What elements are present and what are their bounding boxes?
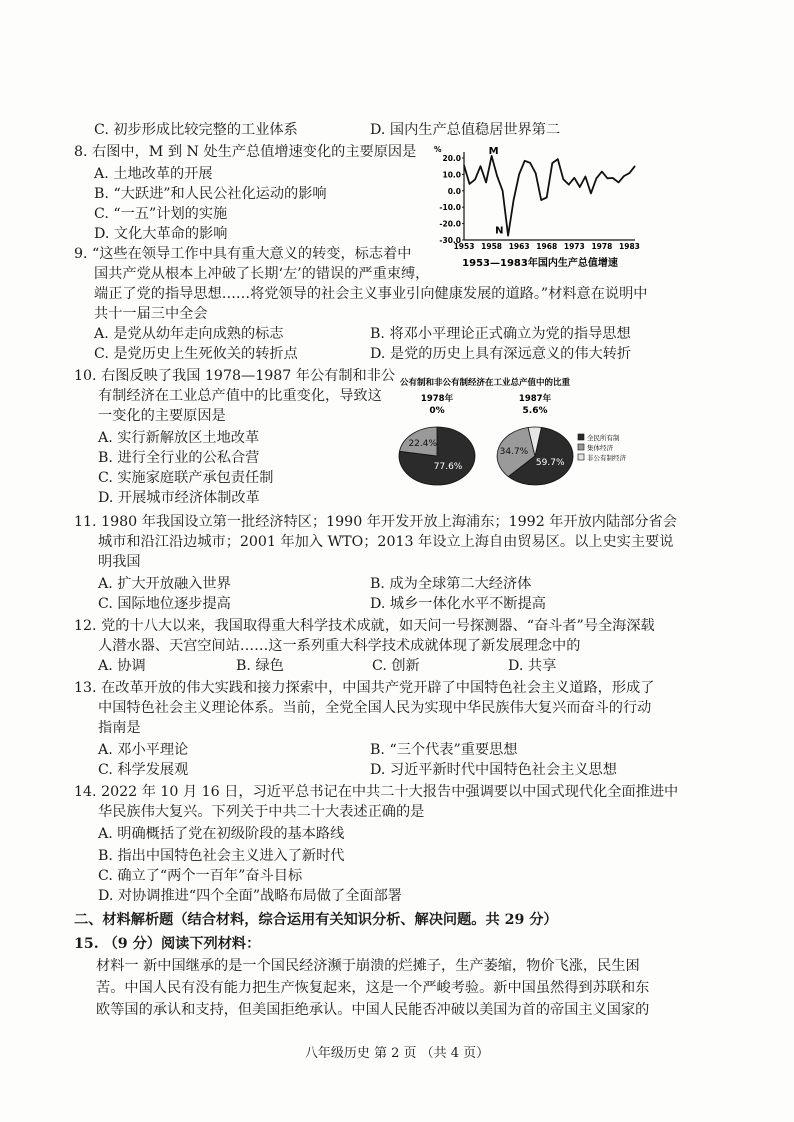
q9-line1: 9. “这些在领导工作中具有重大意义的转变，标志着中 bbox=[74, 246, 412, 262]
q15-material-line2: 苦。中国人民有没有能力把生产恢复起来，这是一个严峻考验。新中国虽然得到苏联和东 bbox=[96, 980, 650, 996]
pie-data-label: 5.6% bbox=[522, 406, 548, 416]
q14-option-b: B. 指出中国特色社会主义进入了新时代 bbox=[98, 848, 345, 864]
q13-option-b: B. “三个代表”重要思想 bbox=[370, 742, 518, 758]
q8-stem: 8. 右图中，M 到 N 处生产总值增速变化的主要原因是 bbox=[74, 144, 417, 160]
q10-option-d: D. 开展城市经济体制改革 bbox=[98, 490, 260, 506]
q9-line2: 国共产党从根本上冲破了长期‘左’的错误的严重束缚， bbox=[94, 266, 430, 282]
legend-swatch bbox=[578, 434, 584, 440]
q11-option-b: B. 成为全球第二大经济体 bbox=[370, 576, 532, 592]
q14-line1: 14. 2022 年 10 月 16 日，习近平总书记在中共二十大报告中强调要以中国式现代化全面推进中 bbox=[74, 784, 679, 800]
y-tick-label: -20.0 bbox=[439, 219, 461, 229]
q11-option-d: D. 城乡一体化水平不断提高 bbox=[370, 596, 546, 612]
q10-line2: 有制经济在工业总产值中的比重变化，导致这 bbox=[98, 388, 382, 404]
q11-line1: 11. 1980 年我国设立第一批经济特区；1990 年开发开放上海浦东；1992 年开放内陆部分省会 bbox=[74, 514, 677, 530]
pie-year-label: 1978年 bbox=[420, 394, 454, 404]
legend-swatch bbox=[578, 454, 584, 460]
annotation-m: M bbox=[488, 145, 499, 157]
x-tick-label: 1973 bbox=[563, 242, 585, 251]
q12-option-c: C. 创新 bbox=[372, 658, 420, 674]
q9-line4: 共十一届三中全会 bbox=[94, 306, 208, 322]
q11-option-a: A. 扩大开放融入世界 bbox=[98, 576, 231, 592]
q13-option-d: D. 习近平新时代中国特色社会主义思想 bbox=[370, 762, 617, 778]
q13-line2: 中国特色社会主义理论体系。当前，全党全国人民为实现中华民族伟大复兴而奋斗的行动 bbox=[98, 700, 652, 716]
page-footer: 八年级历史 第 2 页 （共 4 页） bbox=[304, 1046, 490, 1061]
q12-option-b: B. 绿色 bbox=[236, 658, 284, 674]
y-tick-label: 10.0 bbox=[442, 170, 461, 180]
x-tick-label: 1983 bbox=[619, 242, 640, 251]
pie-data-label: 77.6% bbox=[433, 461, 463, 472]
q10-option-c: C. 实施家庭联产承包责任制 bbox=[98, 470, 274, 486]
x-tick-label: 1968 bbox=[536, 242, 558, 251]
q10-option-b: B. 进行全行业的公私合营 bbox=[98, 450, 260, 466]
q8-option-b: B. “大跃进”和人民公社化运动的影响 bbox=[94, 186, 327, 202]
q13-line1: 13. 在改革开放的伟大实践和接力探索中，中国共产党开辟了中国特色社会主义道路，形成了 bbox=[74, 680, 655, 696]
y-tick-label: -10.0 bbox=[439, 203, 461, 213]
pie-data-label: 34.7% bbox=[499, 447, 529, 458]
q11-line2: 城市和沿江沿边城市；2001 年加入 WTO；2013 年设立上海自由贸易区。以上史实主要说 bbox=[98, 534, 674, 550]
q10-line1: 10. 右图反映了我国 1978—1987 年公有制和非公 bbox=[74, 368, 396, 384]
pie-data-label: 59.7% bbox=[535, 457, 565, 468]
q13-option-a: A. 邓小平理论 bbox=[98, 742, 189, 758]
annotation-n: N bbox=[495, 225, 504, 237]
q8-option-c: C. “一五”计划的实施 bbox=[94, 206, 228, 222]
series-line bbox=[464, 156, 635, 236]
pie-chart-title: 公有制和非公有制经济在工业总产值中的比重 bbox=[400, 378, 571, 388]
q11-option-c: C. 国际地位逐步提高 bbox=[98, 596, 231, 612]
legend-label: 集体经济 bbox=[587, 444, 613, 452]
q15-material-line3: 欧等国的承认和支持，但美国拒绝承认。中国人民能否冲破以美国为首的帝国主义国家的 bbox=[96, 1002, 650, 1018]
q13-line3: 指南是 bbox=[98, 720, 141, 736]
q12-option-d: D. 共享 bbox=[508, 658, 557, 674]
q14-option-d: D. 对协调推进“四个全面”战略布局做了全面部署 bbox=[98, 888, 402, 904]
legend-swatch bbox=[578, 444, 584, 450]
q9-option-b: B. 将邓小平理论正式确立为党的指导思想 bbox=[370, 326, 631, 342]
q8-option-a: A. 土地改革的开展 bbox=[94, 166, 213, 182]
q10-line3: 一变化的主要原因是 bbox=[98, 408, 226, 424]
y-tick-label: 20.0 bbox=[442, 154, 461, 163]
x-tick-label: 1963 bbox=[508, 242, 530, 251]
x-tick-label: 1953 bbox=[453, 242, 475, 251]
ownership-pie-charts bbox=[395, 376, 655, 496]
q14-option-c: C. 确立了“两个一百年”奋斗目标 bbox=[98, 868, 303, 884]
q12-line2: 人潜水器、天宫空间站……这一系列重大科学技术成就体现了新发展理念中的 bbox=[98, 638, 581, 654]
q9-line3: 端正了党的指导思想……将党领导的社会主义事业引向健康发展的道路。”材料意在说明中 bbox=[94, 286, 648, 302]
pie-data-label: 0% bbox=[429, 406, 445, 416]
q7-option-d: D. 国内生产总值稳居世界第二 bbox=[370, 122, 561, 138]
q8-option-d: D. 文化大革命的影响 bbox=[94, 226, 228, 242]
q10-option-a: A. 实行新解放区土地改革 bbox=[98, 430, 260, 446]
legend-label: 全民所有制 bbox=[587, 434, 620, 442]
q15-material-line1: 材料一 新中国继承的是一个国民经济濒于崩溃的烂摊子，生产萎缩，物价飞涨，民生困 bbox=[96, 958, 640, 974]
x-tick-label: 1958 bbox=[481, 242, 503, 251]
q11-line3: 明我国 bbox=[98, 554, 141, 570]
q9-option-a: A. 是党从幼年走向成熟的标志 bbox=[94, 326, 284, 342]
y-tick-label: -30.0 bbox=[439, 236, 461, 245]
chart-title: 1953—1983年国内生产总值增速 bbox=[462, 258, 618, 269]
q9-option-c: C. 是党历史上生死攸关的转折点 bbox=[94, 346, 298, 362]
q12-line1: 12. 党的十八大以来，我国取得重大科学技术成就，如天问一号探测器、“奋斗者”号全海深载 bbox=[74, 618, 655, 634]
q15-stem: 15. （9 分）阅读下列材料： bbox=[74, 936, 261, 952]
q7-option-c: C. 初步形成比较完整的工业体系 bbox=[94, 122, 298, 138]
y-tick-label: 0.0 bbox=[447, 186, 461, 196]
q14-line2: 华民族伟大复兴。下列关于中共二十大表述正确的是 bbox=[98, 804, 425, 820]
section-heading: 二、材料解析题（结合材料，综合运用有关知识分析、解决问题。共 29 分） bbox=[74, 912, 558, 928]
x-tick-label: 1978 bbox=[591, 242, 613, 251]
pie-data-label: 22.4% bbox=[408, 439, 438, 450]
q12-option-a: A. 协调 bbox=[98, 658, 146, 674]
y-axis-unit: % bbox=[434, 145, 442, 154]
q13-option-c: C. 科学发展观 bbox=[98, 762, 189, 778]
gdp-growth-line-chart bbox=[430, 142, 640, 270]
q9-option-d: D. 是党的历史上具有深远意义的伟大转折 bbox=[370, 346, 632, 362]
pie-year-label: 1987年 bbox=[518, 394, 552, 404]
legend-label: 非公有制经济 bbox=[587, 454, 626, 462]
q14-option-a: A. 明确概括了党在初级阶段的基本路线 bbox=[98, 826, 345, 842]
